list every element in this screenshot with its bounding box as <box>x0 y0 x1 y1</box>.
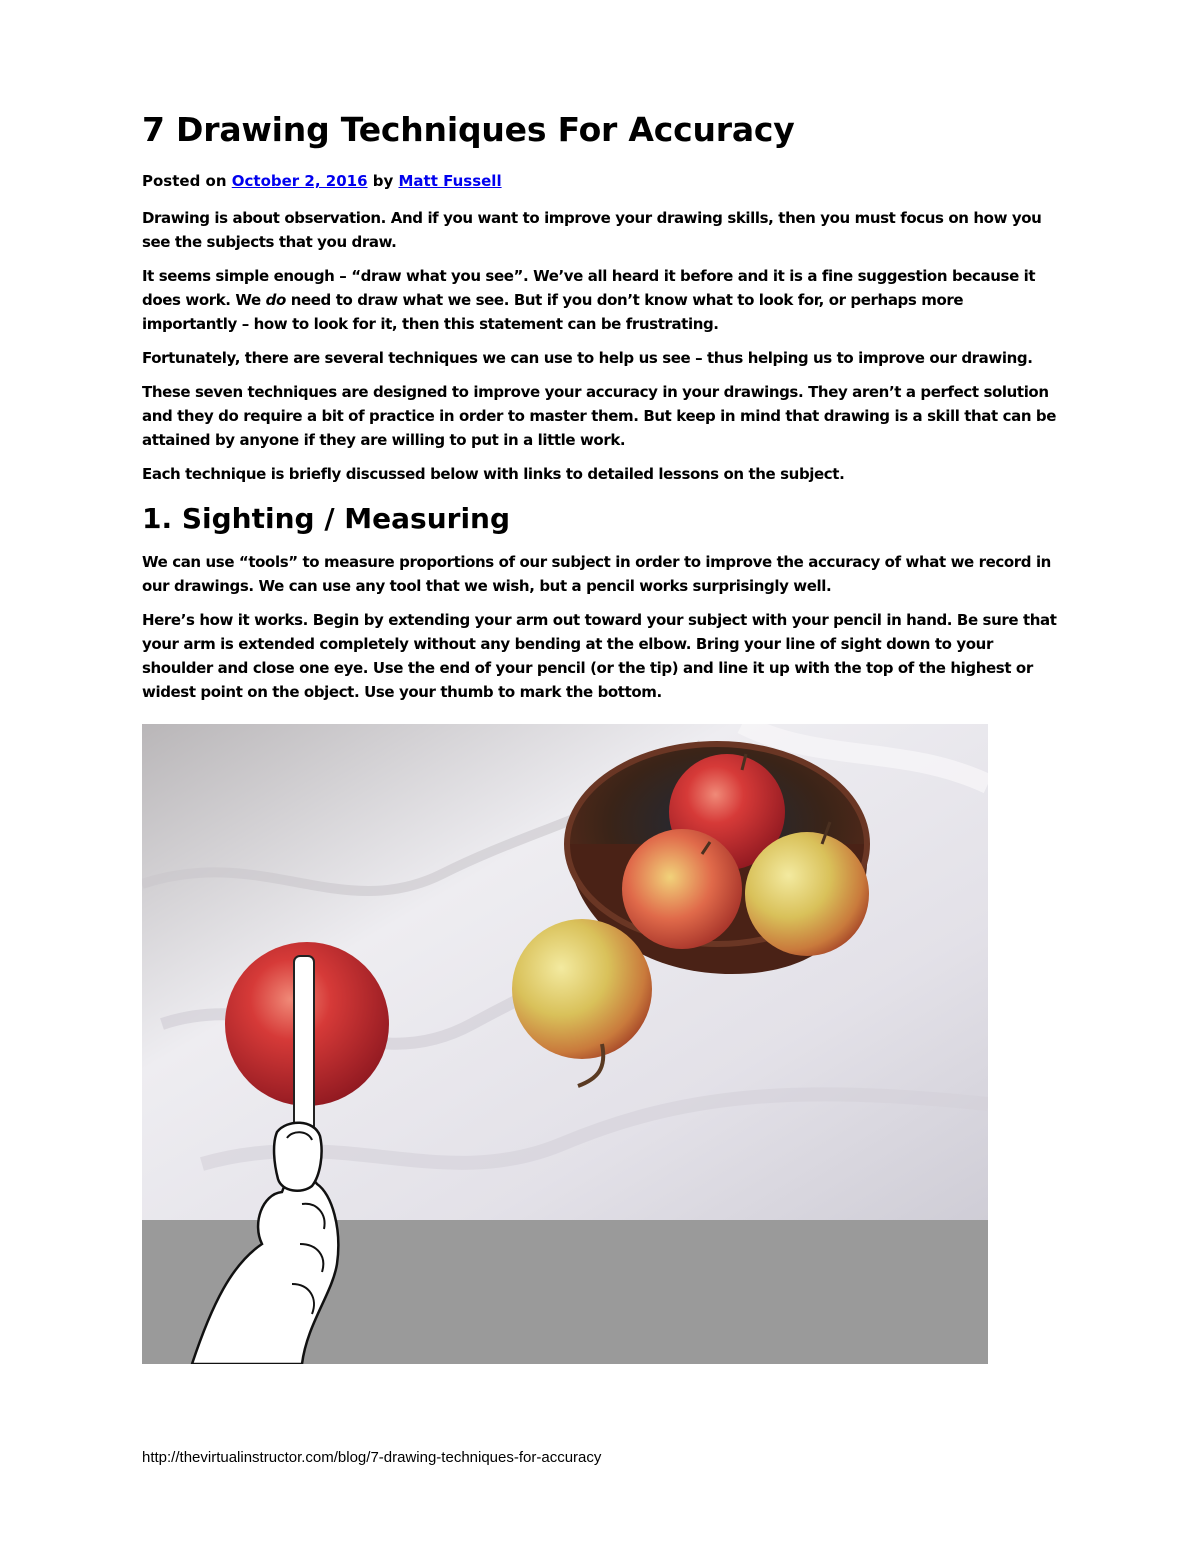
paragraph-each-technique: Each technique is briefly discussed below with links to detailed lessons on the subject. <box>142 465 845 483</box>
sighting-illustration-svg <box>142 724 988 1364</box>
paragraph-draw-part-1: It seems simple enough – “draw what you see”. We’ve all heard it before and it is a fine suggestion because it does work. We <box>142 267 1036 309</box>
apple-yellow-front <box>512 919 652 1059</box>
meta-by: by <box>367 172 399 190</box>
paragraph-seven-techniques: These seven techniques are designed to improve your accuracy in your drawings. They aren’t a perfect solution and they do require a bit of practice in order to master them. But keep in mind that drawing is a skill that can be attained by anyone if they are willing to put in a little work. <box>142 383 1057 449</box>
paragraph-intro: Drawing is about observation. And if you want to improve your drawing skills, then you must focus on how you see the subjects that you draw. <box>142 209 1042 251</box>
paragraph-draw-emphasis: do <box>265 291 286 309</box>
paragraph-draw-what-you-see <box>142 264 1058 336</box>
apple-left-bowl <box>622 829 742 949</box>
post-meta <box>142 170 1058 192</box>
footer-url: http://thevirtualinstructor.com/blog/7-drawing-techniques-for-accuracy <box>142 1449 602 1466</box>
apple-right-bowl <box>745 832 869 956</box>
paragraph-tools: We can use “tools” to measure proportions of our subject in order to improve the accuracy of what we record in our drawings. We can use any tool that we wish, but a pencil works surprisingly well. <box>142 553 1051 595</box>
article-title: 7 Drawing Techniques For Accuracy <box>142 110 795 149</box>
meta-prefix: Posted on <box>142 172 232 190</box>
author-link[interactable]: Matt Fussell <box>398 172 502 190</box>
paragraph-draw-part-2: need to draw what we see. But if you don’t know what to look for, or perhaps more importantly – how to look for it, then this statement can be frustrating. <box>142 291 964 333</box>
section-heading-sighting: 1. Sighting / Measuring <box>142 502 511 535</box>
article <box>142 108 1058 714</box>
sighting-illustration <box>142 724 988 1364</box>
paragraph-how-it-works: Here’s how it works. Begin by extending your arm out toward your subject with your pencil in hand. Be sure that your arm is extended completely without any bending at the elbow. Bring your line of sight down to your shoulder and close one eye. Use the end of your pencil (or the tip) and line it up with the top of the highest or widest point on the object. Use your thumb to mark the bottom. <box>142 611 1057 701</box>
post-date-link[interactable]: October 2, 2016 <box>231 172 368 190</box>
paragraph-fortunately: Fortunately, there are several techniques we can use to help us see – thus helping us to improve our drawing. <box>142 349 1033 367</box>
